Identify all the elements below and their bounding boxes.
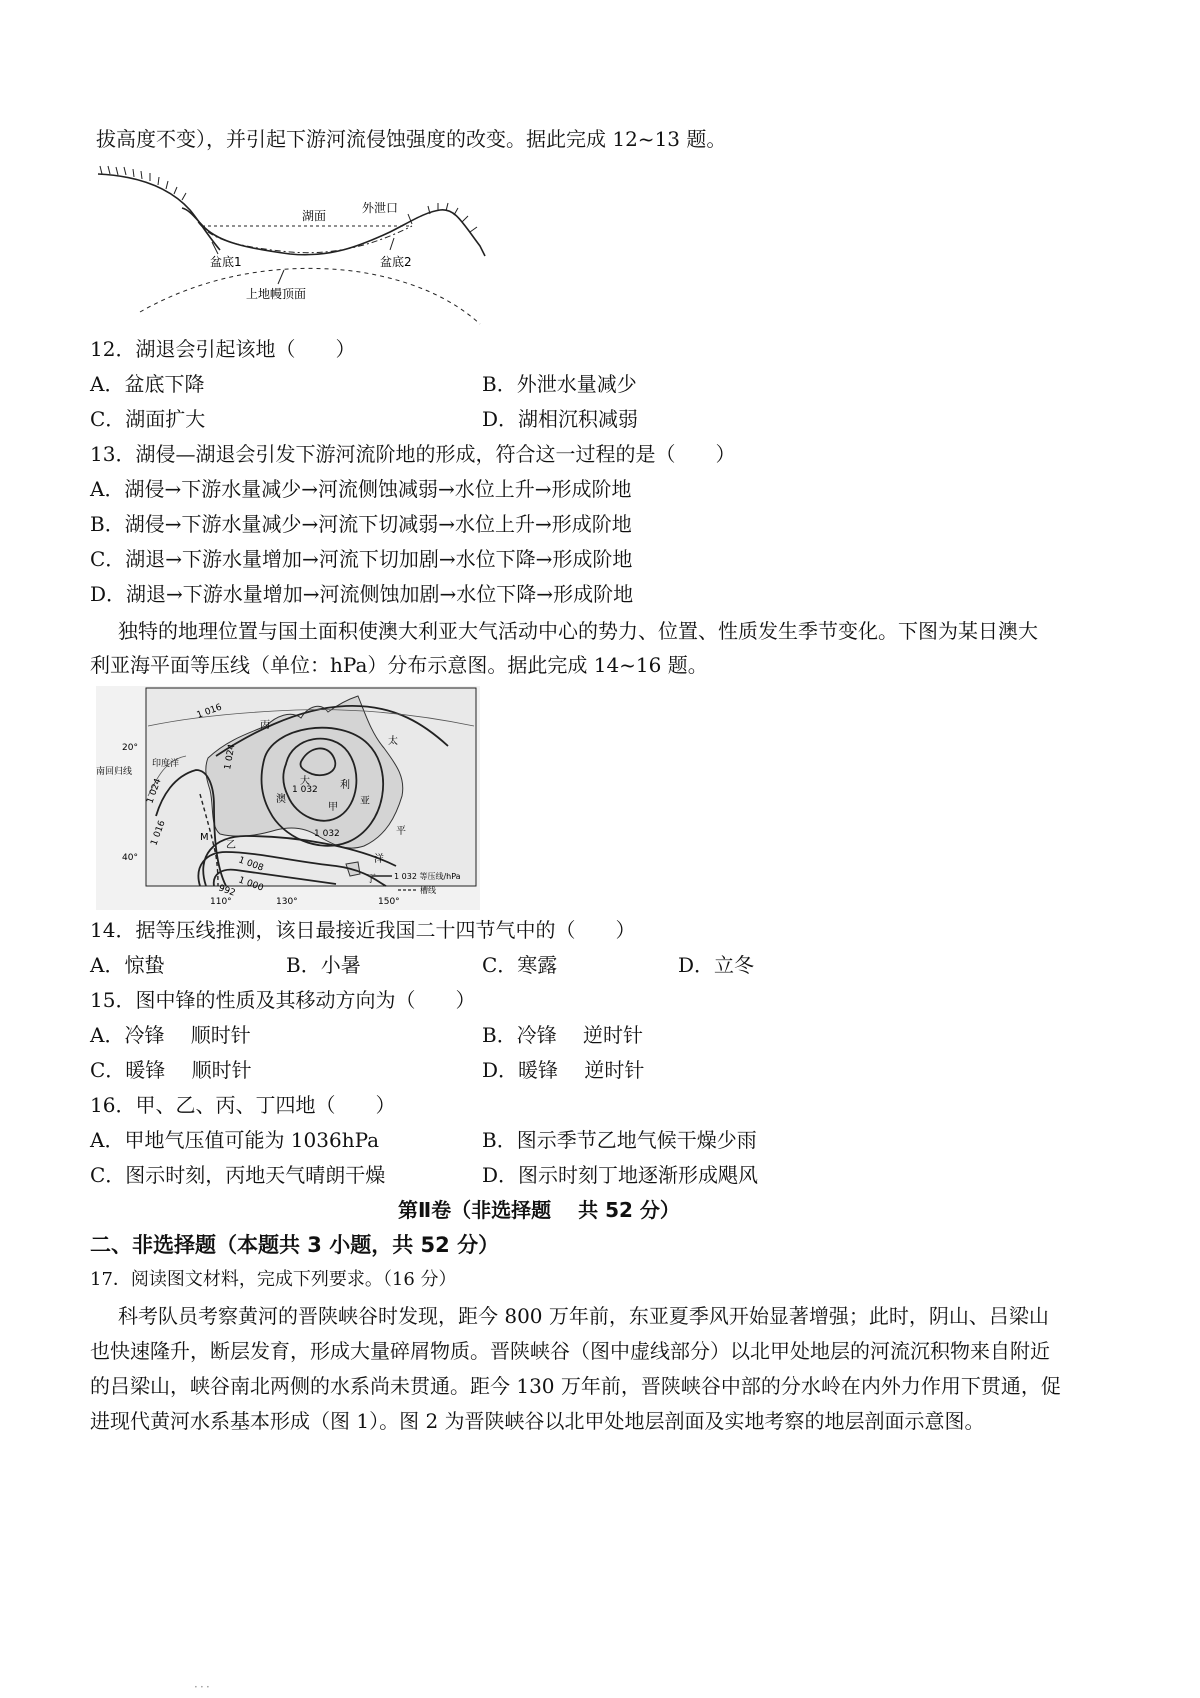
ping-label: 平 [396, 826, 406, 837]
lat-40-label: 40° [122, 853, 138, 863]
ya-label: 亚 [360, 796, 370, 807]
q14-option-a[interactable]: A．惊蛰 [90, 953, 165, 977]
isobar-map-figure [96, 686, 480, 910]
para2-line1: 独特的地理位置与国土面积使澳大利亚大气活动中心的势力、位置、性质发生季节变化。下图为某日澳大 [118, 619, 1038, 643]
ding-label: 丁 [366, 874, 376, 885]
q17-para-line1: 科考队员考察黄河的晋陕峡谷时发现，距今 800 万年前，东亚夏季风开始显著增强；此时，阴山、吕梁山 [118, 1304, 1049, 1328]
q17-para-line3: 的吕梁山，峡谷南北两侧的水系尚未贯通。距今 130 万年前，晋陕峡谷中部的分水岭在内外力作用下贯通，促 [90, 1374, 1061, 1398]
mantle-top-line [140, 268, 480, 324]
q12-stem: 12．湖退会引起该地（ ） [90, 337, 356, 361]
q13-option-c[interactable]: C．湖退→下游水量增加→河流下切加剧→水位下降→形成阶地 [90, 547, 633, 571]
q15-option-a[interactable]: A．冷锋 顺时针 [90, 1023, 251, 1047]
mantle-label: 上地幔顶面 [246, 287, 307, 301]
q17-para-line4: 进现代黄河水系基本形成（图 1）。图 2 为晋陕峡谷以北甲处地层剖面及实地考察的地层剖面示意图。 [90, 1409, 985, 1433]
q15-option-c[interactable]: C．暖锋 顺时针 [90, 1058, 252, 1082]
lon-130-label: 130° [276, 897, 298, 907]
iso-992-label: 992 [216, 883, 237, 899]
iso-1008-label: 1 008 [236, 855, 265, 874]
q17-para-line2: 也快速隆升，断层发育，形成大量碎屑物质。晋陕峡谷（图中虚线部分）以北甲处地层的河流沉积物来自附近 [90, 1339, 1050, 1363]
tropic-label: 南回归线 [96, 767, 133, 777]
m-label: M [200, 832, 209, 843]
q12-option-c[interactable]: C．湖面扩大 [90, 407, 206, 431]
q15-stem: 15．图中锋的性质及其移动方向为（ ） [90, 988, 476, 1012]
iso-1032-label-a: 1 032 [292, 785, 318, 795]
q13-option-d[interactable]: D．湖退→下游水量增加→河流侧蚀加剧→水位下降→形成阶地 [90, 582, 634, 606]
outlet-label: 外泄口 [362, 201, 399, 215]
q14-stem: 14．据等压线推测，该日最接近我国二十四节气中的（ ） [90, 918, 636, 942]
q12-option-b[interactable]: B．外泄水量减少 [482, 372, 637, 396]
legend-trough-label: 槽线 [420, 886, 436, 895]
lake-surface-label: 湖面 [302, 209, 327, 223]
da-label: 大 [300, 776, 310, 787]
section2-title: 二、非选择题（本题共 3 小题，共 52 分） [90, 1233, 500, 1257]
bing-label: 丙 [260, 720, 270, 731]
yang-label: 洋 [374, 854, 384, 865]
iso-1016-label-b: 1 016 [149, 819, 168, 848]
para2-line2: 利亚海平面等压线（单位：hPa）分布示意图。据此完成 14~16 题。 [90, 653, 708, 677]
basin-surface [182, 208, 485, 256]
q12-option-d[interactable]: D．湖相沉积减弱 [482, 407, 639, 431]
q13-option-b[interactable]: B．湖侵→下游水量减少→河流下切减弱→水位上升→形成阶地 [90, 512, 632, 536]
indian-ocean-label: 印度洋 [152, 759, 180, 769]
ao-label: 澳 [276, 794, 286, 805]
basin1-label: 盆底1 [210, 255, 242, 269]
jia-label: 甲 [328, 802, 338, 813]
lon-150-label: 150° [378, 897, 400, 907]
li-label: 利 [340, 780, 350, 791]
lon-110-label: 110° [210, 897, 232, 907]
tai-label: 太 [388, 736, 398, 747]
legend-isobar-label: 1 032 等压线/hPa [394, 872, 461, 881]
left-slope [98, 174, 220, 250]
q14-option-d[interactable]: D．立冬 [678, 953, 755, 977]
q16-option-d[interactable]: D．图示时刻丁地逐渐形成飓风 [482, 1163, 759, 1187]
lat-20-label: 20° [122, 743, 138, 753]
q14-option-c[interactable]: C．寒露 [482, 953, 558, 977]
q15-option-b[interactable]: B．冷锋 逆时针 [482, 1023, 644, 1047]
q13-stem: 13．湖侵—湖退会引发下游河流阶地的形成，符合这一过程的是（ ） [90, 442, 736, 466]
footer-dots: ．．． [194, 1676, 219, 1690]
iso-1024-label-b: 1 024 [223, 743, 238, 771]
q16-option-b[interactable]: B．图示季节乙地气候干燥少雨 [482, 1128, 757, 1152]
q16-option-c[interactable]: C．图示时刻，丙地天气晴朗干燥 [90, 1163, 386, 1187]
intro-text: 拔高度不变），并引起下游河流侵蚀强度的改变。据此完成 12~13 题。 [96, 127, 727, 151]
iso-1000-label: 1 000 [236, 875, 265, 894]
q14-option-b[interactable]: B．小暑 [286, 953, 361, 977]
iso-1024-label-a: 1 024 [145, 777, 164, 806]
lake-section-figure [90, 162, 490, 332]
iso-1032-label-b: 1 032 [314, 829, 340, 839]
q13-option-a[interactable]: A．湖侵→下游水量减少→河流侧蚀减弱→水位上升→形成阶地 [90, 477, 632, 501]
q17-stem: 17．阅读图文材料，完成下列要求。（16 分） [90, 1269, 457, 1290]
q15-option-d[interactable]: D．暖锋 逆时针 [482, 1058, 645, 1082]
yi-label: 乙 [226, 840, 236, 851]
basin2-label: 盆底2 [380, 255, 412, 269]
q12-option-a[interactable]: A．盆底下降 [90, 372, 205, 396]
q16-stem: 16．甲、乙、丙、丁四地（ ） [90, 1093, 396, 1117]
q16-option-a[interactable]: A．甲地气压值可能为 1036hPa [90, 1128, 380, 1152]
iso-1016-label-a: 1 016 [195, 702, 224, 721]
part2-title: 第Ⅱ卷（非选择题 共 52 分） [398, 1198, 680, 1222]
